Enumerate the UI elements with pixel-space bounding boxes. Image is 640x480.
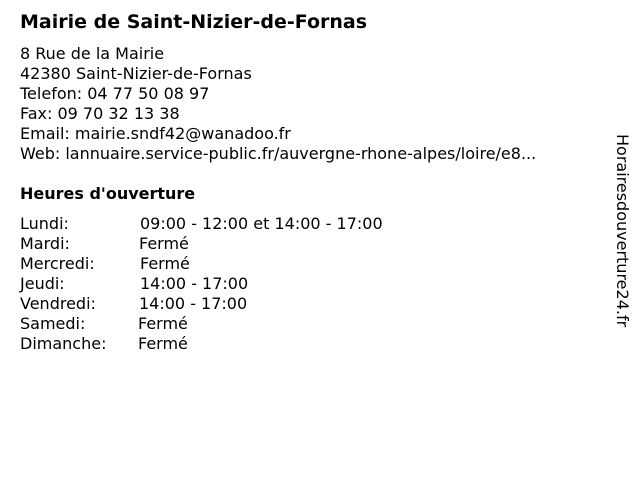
day-label: Jeudi:	[20, 274, 65, 293]
site-watermark: Horairesdouverture24.fr	[613, 134, 632, 328]
day-label: Lundi:	[20, 214, 69, 233]
email-address: Email: mairie.sndf42@wanadoo.fr	[20, 124, 291, 143]
opening-time: 09:00 - 12:00 et 14:00 - 17:00	[140, 214, 383, 233]
day-label: Vendredi:	[20, 294, 96, 313]
address-block	[20, 44, 536, 164]
hours-heading: Heures d'ouverture	[20, 184, 196, 203]
day-label: Dimanche:	[20, 334, 107, 353]
opening-time: Fermé	[139, 234, 189, 253]
fax-number: Fax: 09 70 32 13 38	[20, 104, 180, 123]
day-label: Mercredi:	[20, 254, 95, 273]
opening-time: 14:00 - 17:00	[140, 274, 249, 293]
website-link: Web: lannuaire.service-public.fr/auvergne-rhone-alpes/loire/e8...	[20, 144, 537, 163]
day-label: Mardi:	[20, 234, 70, 253]
phone-number: Telefon: 04 77 50 08 97	[20, 84, 210, 103]
city-address: 42380 Saint-Nizier-de-Fornas	[20, 64, 252, 83]
day-label: Samedi:	[20, 314, 86, 333]
page-title: Mairie de Saint-Nizier-de-Fornas	[20, 11, 368, 33]
opening-time: 14:00 - 17:00	[139, 294, 248, 313]
opening-time: Fermé	[138, 334, 188, 353]
opening-time: Fermé	[138, 314, 188, 333]
street-address: 8 Rue de la Mairie	[20, 44, 165, 63]
opening-time: Fermé	[140, 254, 190, 273]
